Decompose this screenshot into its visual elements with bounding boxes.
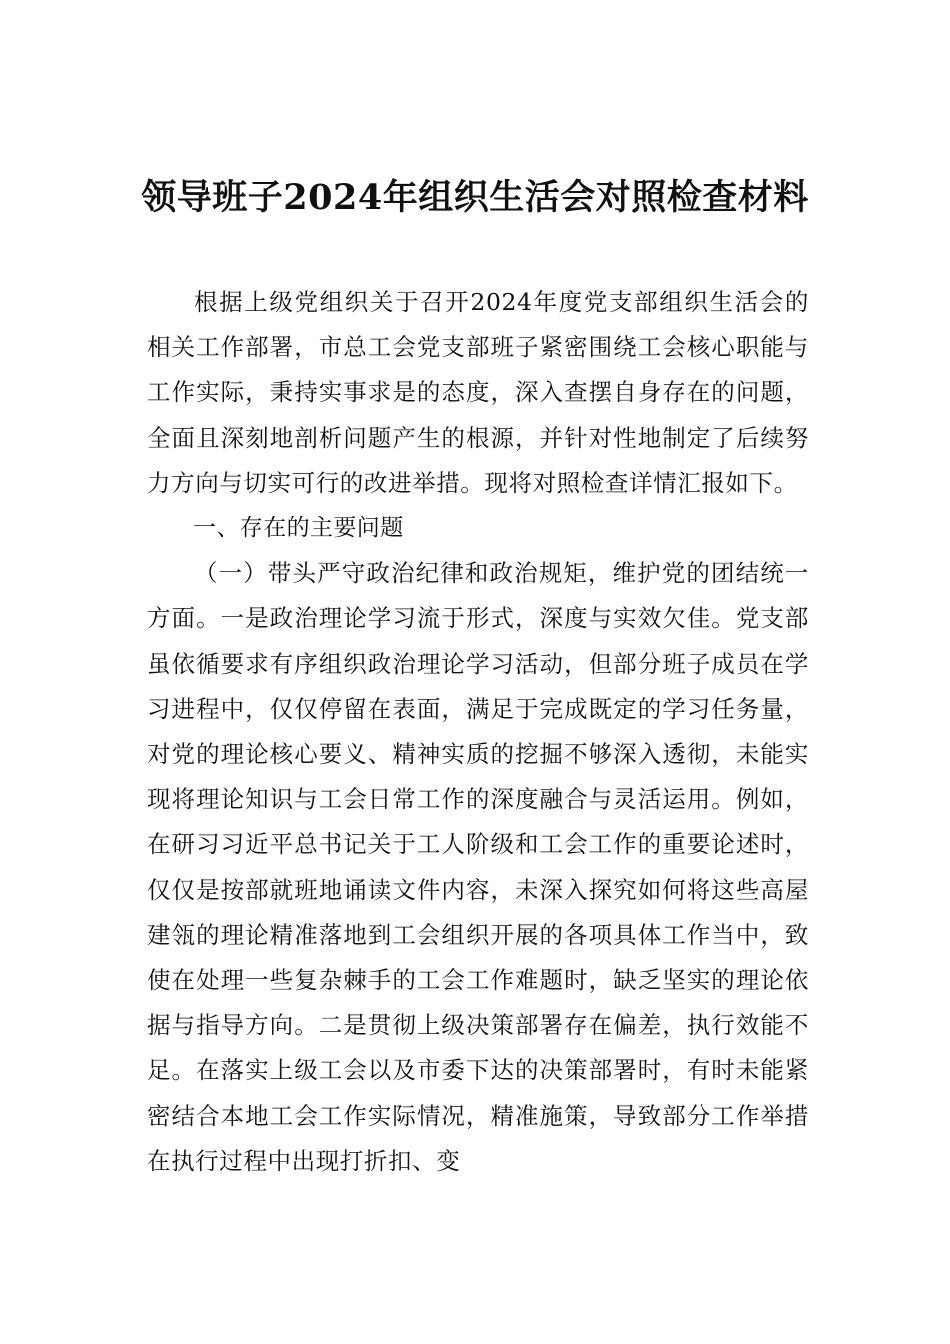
document-body bbox=[147, 280, 809, 1184]
intro-paragraph: 根据上级党组织关于召开2024年度党支部组织生活会的相关工作部署，市总工会党支部班子紧密围绕工会核心职能与工作实际，秉持实事求是的态度，深入查摆自身存在的问题，全面且深刻地剖析问题产生的根源，并针对性地制定了后续努力方向与切实可行的改进举措。现将对照检查详情汇报如下。 bbox=[147, 288, 809, 497]
document-title: 领导班子2024年组织生活会对照检查材料 bbox=[141, 177, 809, 218]
section-heading: 一、存在的主要问题 bbox=[193, 515, 404, 542]
section-paragraph: （一）带头严守政治纪律和政治规矩，维护党的团结统一方面。一是政治理论学习流于形式，深度与实效欠佳。党支部虽依循要求有序组织政治理论学习活动，但部分班子成员在学习进程中，仅仅停留在表面，满足于完成既定的学习任务量，对党的理论核心要义、精神实质的挖掘不够深入透彻，未能实现将理论知识与工会日常工作的深度融合与灵活运用。例如，在研习习近平总书记关于工人阶级和工会工作的重要论述时，仅仅是按部就班地诵读文件内容，未深入探究如何将这些高屋建瓴的理论精准落地到工会组织开展的各项具体工作当中，致使在处理一些复杂棘手的工会工作难题时，缺乏坚实的理论依据与指导方向。二是贯彻上级决策部署存在偏差，执行效能不足。在落实上级工会以及市委下达的决策部署时，有时未能紧密结合本地工会工作实际情况，精准施策，导致部分工作举措在执行过程中出现打折扣、变 bbox=[147, 559, 809, 1175]
